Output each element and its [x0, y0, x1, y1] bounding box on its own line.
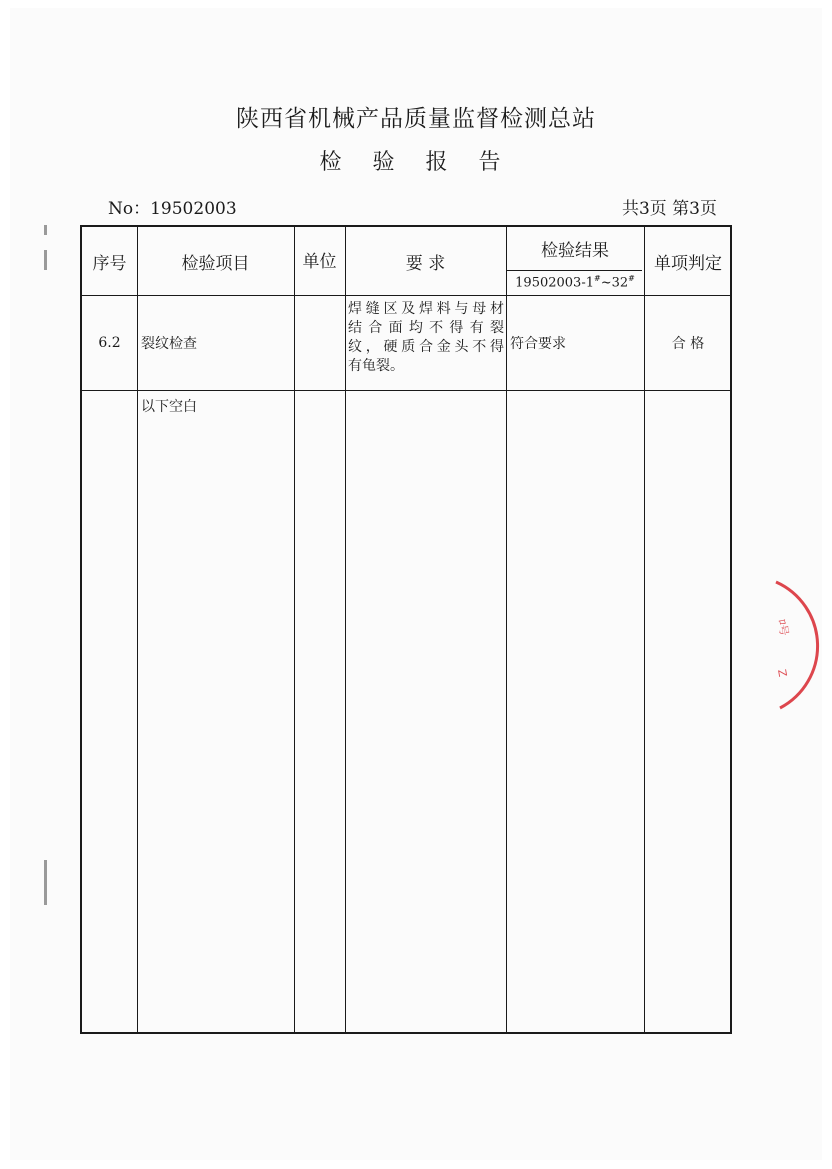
row-item: 裂纹检查	[141, 335, 197, 352]
header-result-sample: 19502003-1#~32#	[515, 274, 635, 291]
row-result: 符合要求	[510, 335, 566, 352]
header-verdict: 单项判定	[654, 253, 722, 274]
column-divider	[345, 227, 346, 1032]
blank-note: 以下空白	[141, 399, 197, 415]
header-seq: 序号	[92, 253, 127, 274]
scan-margin-mark	[44, 860, 47, 905]
svg-text:Z: Z	[775, 668, 790, 678]
inspection-table	[80, 225, 732, 1034]
row-seq: 6.2	[98, 334, 121, 351]
scan-margin-mark	[44, 225, 47, 235]
row-requirement: 焊缝区及焊料与母材 结合面均不得有裂 纹，硬质合金头不得 有龟裂。	[348, 301, 504, 374]
official-seal-stamp	[740, 570, 830, 720]
header-unit: 单位	[302, 252, 337, 272]
header-result: 检验结果	[541, 241, 609, 261]
scan-margin-mark	[44, 250, 47, 270]
organization-title: 陕西省机械产品质量监督检测总站	[236, 106, 596, 132]
row-divider	[82, 390, 730, 391]
header-requirement: 要 求	[405, 253, 446, 274]
row-unit	[294, 295, 345, 390]
page-count: 共3页 第3页	[621, 199, 717, 219]
document-title: 检 验 报 告	[319, 150, 513, 175]
row-verdict: 合 格	[671, 335, 705, 352]
header-item: 检验项目	[181, 253, 250, 274]
svg-text:ﾛ号: ﾛ号	[775, 618, 791, 637]
report-number: No：19502003	[108, 199, 237, 219]
